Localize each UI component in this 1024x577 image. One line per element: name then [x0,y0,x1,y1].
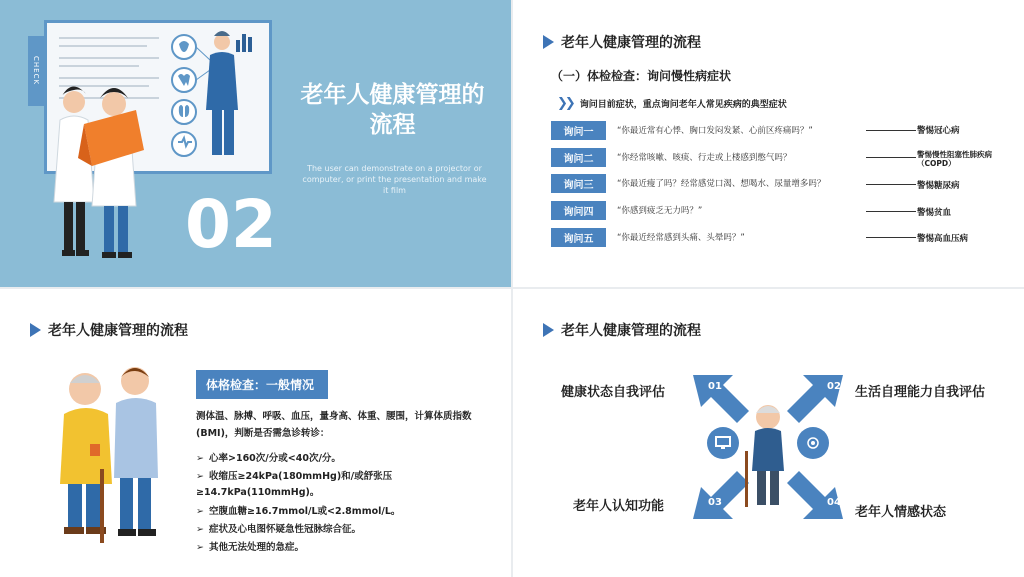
step-number: 04 [827,497,841,508]
list-item [196,540,496,556]
exam-title-box: 体格检查：一般情况 [196,370,328,399]
list-item-text: 空腹血糖≥16.7mmol/L或<2.8mmol/L。 [209,506,401,517]
inquiry-text: “你最近常有心悸、胸口发闷发紧、心前区疼痛吗？” [617,126,813,136]
slide-heading-text: 老年人健康管理的流程 [48,323,188,339]
inquiry-note [557,96,787,111]
assessment-slide[interactable] [513,289,1024,577]
inquiry-label: 询问三 [551,174,606,193]
warning-text: 警惕贫血 [917,208,952,218]
arrow-icon: ➢ [196,524,204,535]
inquiry-label: 询问二 [551,148,606,167]
connector-line [866,157,916,158]
arrow-shape-04 [787,471,843,519]
step-number: 01 [708,381,722,392]
list-item-text: 其他无法处理的急症。 [209,542,305,553]
cover-subtitle: The user can demonstrate on a projector or computer, or print the presentation and make it film [302,164,487,195]
assessment-label-cognition: 老年人认知功能 [573,499,665,514]
section-number: 02 [185,186,277,263]
step-number: 02 [827,381,841,392]
connector-line [866,211,916,212]
triangle-icon [543,35,554,49]
arrow-icon: ➢ [196,506,204,517]
list-item-text: 症状及心电图怀疑急性冠脉综合征。 [209,524,362,535]
warning-text: 警惕糖尿病 [917,181,960,191]
connector-line [866,237,916,238]
inquiry-text: “你最近瘦了吗？经常感觉口渴、想喝水、尿量增多吗？ [617,179,826,189]
inquiry-text: “你最近经常感到头痛、头晕吗？” [617,233,745,243]
list-item [196,451,496,467]
list-item [196,522,496,538]
inquiry-slide[interactable] [513,0,1024,287]
inquiry-text: “你感到疲乏无力吗？” [617,206,703,216]
assessment-label-emotion: 老年人情感状态 [855,505,947,520]
physical-exam-slide[interactable] [0,289,511,577]
list-item-text: 收缩压≥24kPa(180mmHg)和/或舒张压≥14.7kPa(110mmHg)。 [196,471,393,498]
triangle-icon [30,323,41,337]
triangle-icon [543,323,554,337]
connector-line [866,184,916,185]
cover-slide[interactable] [0,0,511,287]
inquiry-label: 询问五 [551,228,606,247]
slide-heading-text: 老年人健康管理的流程 [561,35,701,51]
section-subheading: （一）体检检查：询问慢性病症状 [551,69,732,83]
list-item-text: 心率>160次/分或<40次/分。 [209,453,341,464]
inquiry-note-text: 询问目前症状，重点询问老年人常见疾病的典型症状 [579,100,787,110]
slide-heading [543,320,701,340]
check-tab: CHECK [28,36,44,106]
exam-intro: 测体温、脉搏、呼吸、血压，量身高、体重、腰围，计算体质指数(BMI)，判断是否需急诊转诊： [196,411,472,439]
slide-heading [30,320,188,340]
slide-heading-text: 老年人健康管理的流程 [561,323,701,339]
inquiry-label: 询问四 [551,201,606,220]
arrow-icon: ➢ [196,453,204,464]
warning-text: 警惕高血压病 [917,234,969,244]
arrow-icon: ➢ [196,542,204,553]
list-item [196,504,496,520]
connector-line [866,130,916,131]
cover-title: 老年人健康管理的流程 [300,82,485,138]
elderly-with-caregiver-illustration [50,359,170,549]
warning-text: 警惕慢性阻塞性肺疾病（COPD） [917,150,992,168]
list-item [196,469,496,501]
slide-heading [543,32,701,52]
inquiry-label: 询问一 [551,121,606,140]
double-chevron-icon: ❯❯ [557,96,573,111]
step-number: 03 [708,497,722,508]
arrow-icon: ➢ [196,471,204,482]
assessment-label-health: 健康状态自我评估 [561,385,666,400]
arrow-shape-03 [693,471,749,519]
signal-icon [797,427,829,459]
assessment-label-selfcare: 生活自理能力自我评估 [855,385,986,400]
warning-text: 警惕冠心病 [917,126,960,136]
inquiry-text: “你经常咳嗽、咳痰、行走或上楼感到憋气吗？ [617,153,792,163]
monitor-icon [707,427,739,459]
